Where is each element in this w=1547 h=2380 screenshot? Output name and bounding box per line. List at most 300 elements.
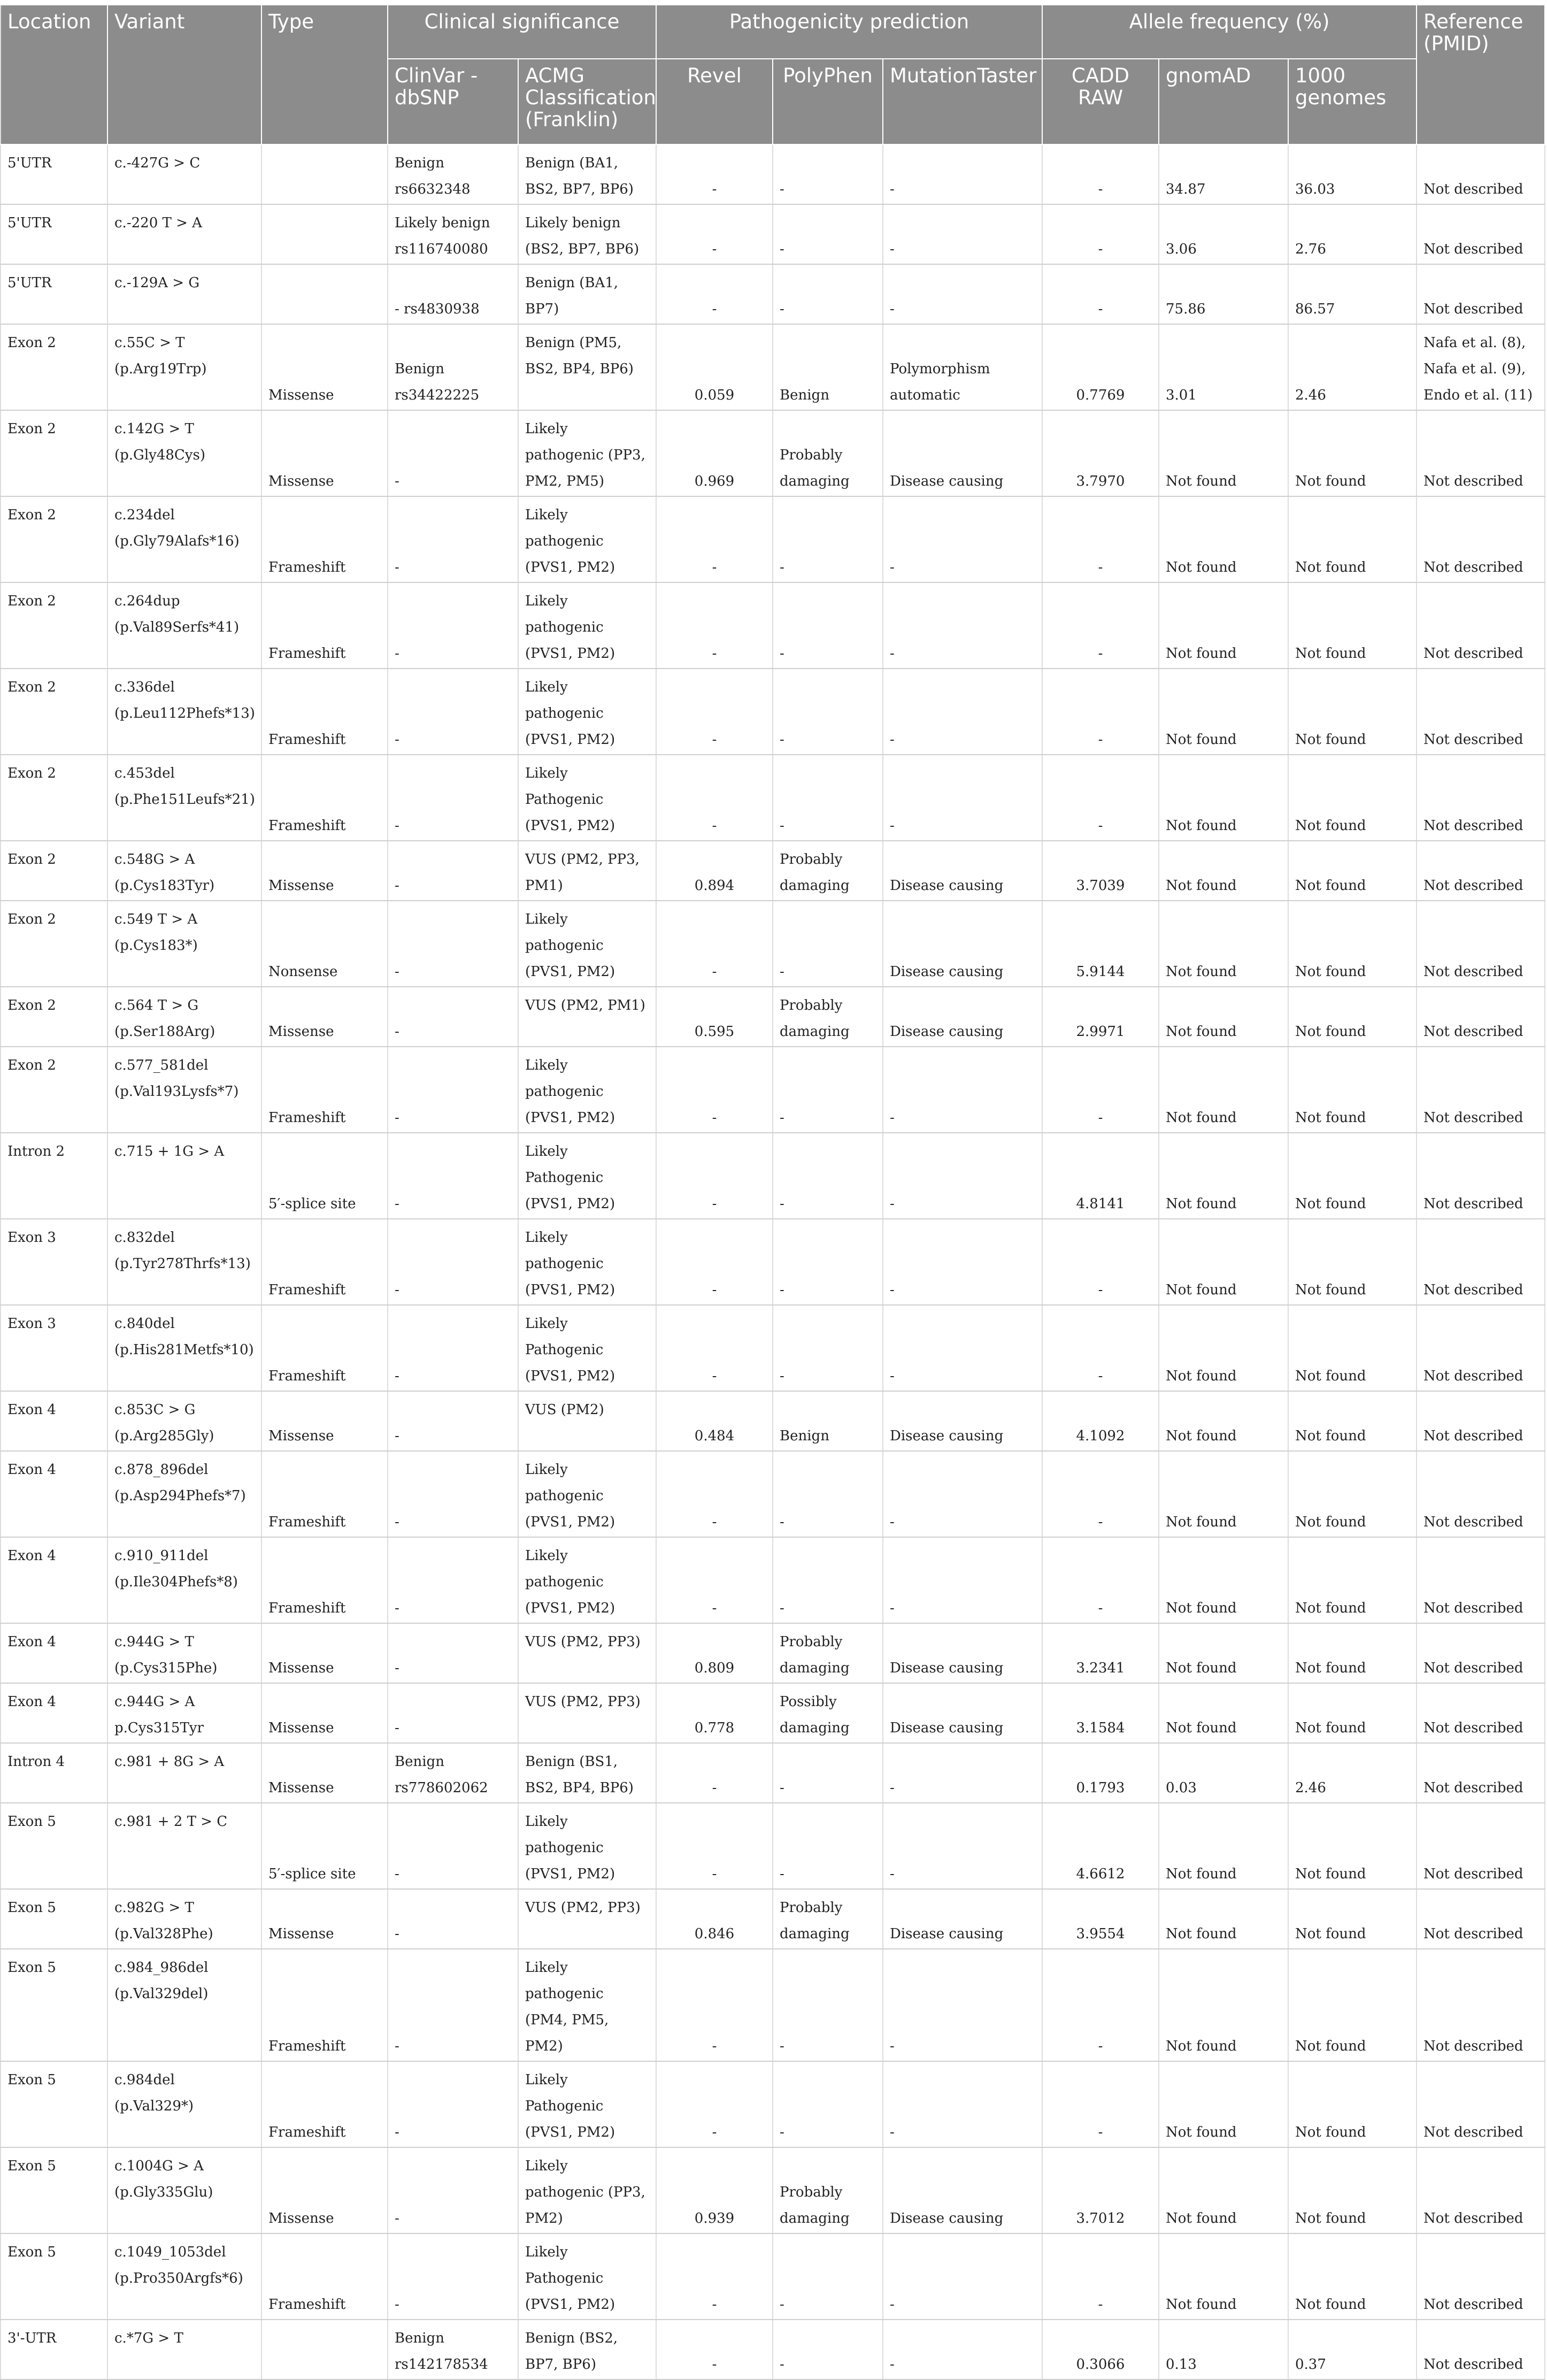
table-row — [1, 2061, 1545, 2147]
cell-variant: c.-220 T > A — [107, 204, 261, 264]
cell-mutationtaster: - — [883, 669, 1042, 755]
cell-type: Missense — [261, 1623, 388, 1683]
cell-location: Intron 4 — [1, 1743, 107, 1803]
cell-gnomad: Not found — [1159, 755, 1288, 841]
cell-gnomad: Not found — [1159, 1949, 1288, 2061]
cell-acmg: VUS (PM2, PM1) — [518, 987, 656, 1047]
cell-1000-genomes: Not found — [1288, 987, 1417, 1047]
cell-gnomad: Not found — [1159, 841, 1288, 901]
cell-cadd: - — [1042, 144, 1159, 204]
cell-revel: 0.939 — [656, 2147, 773, 2233]
cell-clinvar: - — [388, 1047, 518, 1133]
cell-clinvar: - — [388, 1803, 518, 1889]
cell-type: Frameshift — [261, 669, 388, 755]
cell-location: Exon 4 — [1, 1537, 107, 1623]
cell-variant: c.878_896del (p.Asp294Phefs*7) — [107, 1451, 261, 1537]
table-row — [1, 1133, 1545, 1219]
header-reference: Reference (PMID) — [1417, 5, 1545, 144]
cell-polyphen: - — [773, 1803, 883, 1889]
cell-cadd: 4.6612 — [1042, 1803, 1159, 1889]
cell-mutationtaster: Disease causing — [883, 901, 1042, 987]
table-row — [1, 1949, 1545, 2061]
cell-1000-genomes: Not found — [1288, 410, 1417, 496]
cell-reference: Not described — [1417, 1391, 1545, 1451]
cell-cadd: - — [1042, 1305, 1159, 1391]
cell-type: Missense — [261, 1391, 388, 1451]
cell-acmg: Likely pathogenic (PVS1, PM2) — [518, 901, 656, 987]
cell-mutationtaster: - — [883, 1305, 1042, 1391]
cell-type: Missense — [261, 410, 388, 496]
cell-1000-genomes: Not found — [1288, 1451, 1417, 1537]
cell-1000-genomes: Not found — [1288, 1391, 1417, 1451]
cell-acmg: Benign (BS1, BS2, BP4, BP6) — [518, 1743, 656, 1803]
cell-type: Frameshift — [261, 1305, 388, 1391]
cell-mutationtaster: - — [883, 1451, 1042, 1537]
cell-type — [261, 2320, 388, 2379]
cell-gnomad: Not found — [1159, 1305, 1288, 1391]
cell-location: Exon 5 — [1, 2061, 107, 2147]
cell-acmg: Benign (BS2, BP7, BP6) — [518, 2320, 656, 2379]
cell-cadd: 3.7039 — [1042, 841, 1159, 901]
cell-variant: c.853C > G (p.Arg285Gly) — [107, 1391, 261, 1451]
cell-1000-genomes: Not found — [1288, 2061, 1417, 2147]
cell-location: 3'-UTR — [1, 2320, 107, 2379]
cell-clinvar: - — [388, 755, 518, 841]
cell-variant: c.984_986del (p.Val329del) — [107, 1949, 261, 2061]
cell-gnomad: Not found — [1159, 2233, 1288, 2320]
cell-acmg: Likely Pathogenic (PVS1, PM2) — [518, 2233, 656, 2320]
cell-clinvar: - — [388, 1683, 518, 1743]
cell-reference: Not described — [1417, 1305, 1545, 1391]
cell-gnomad: Not found — [1159, 1133, 1288, 1219]
cell-cadd: 0.1793 — [1042, 1743, 1159, 1803]
cell-cadd: 0.3066 — [1042, 2320, 1159, 2379]
cell-reference: Not described — [1417, 1451, 1545, 1537]
cell-1000-genomes: 2.76 — [1288, 204, 1417, 264]
cell-location: Exon 2 — [1, 582, 107, 669]
cell-cadd: - — [1042, 204, 1159, 264]
cell-acmg: VUS (PM2, PP3, PM1) — [518, 841, 656, 901]
cell-polyphen: - — [773, 2061, 883, 2147]
cell-cadd: - — [1042, 264, 1159, 324]
table-row — [1, 841, 1545, 901]
cell-polyphen: - — [773, 204, 883, 264]
cell-reference: Not described — [1417, 901, 1545, 987]
cell-mutationtaster: Disease causing — [883, 2147, 1042, 2233]
table-row — [1, 669, 1545, 755]
table-row — [1, 987, 1545, 1047]
cell-mutationtaster: Disease causing — [883, 1889, 1042, 1949]
cell-acmg: Benign (BA1, BP7) — [518, 264, 656, 324]
cell-type: Frameshift — [261, 2061, 388, 2147]
table-row — [1, 582, 1545, 669]
cell-clinvar: Benign rs778602062 — [388, 1743, 518, 1803]
cell-polyphen: Probably damaging — [773, 841, 883, 901]
cell-revel: - — [656, 2320, 773, 2379]
cell-type: Missense — [261, 987, 388, 1047]
cell-type: Frameshift — [261, 582, 388, 669]
cell-type: Missense — [261, 2147, 388, 2233]
cell-type: Frameshift — [261, 1219, 388, 1305]
cell-mutationtaster: - — [883, 755, 1042, 841]
cell-gnomad: 3.06 — [1159, 204, 1288, 264]
cell-1000-genomes: 0.37 — [1288, 2320, 1417, 2379]
cell-revel: - — [656, 1803, 773, 1889]
cell-reference: Not described — [1417, 1949, 1545, 2061]
cell-location: Intron 2 — [1, 1133, 107, 1219]
cell-acmg: Likely pathogenic (PP3, PM2) — [518, 2147, 656, 2233]
cell-type: Missense — [261, 1889, 388, 1949]
cell-location: Exon 5 — [1, 1889, 107, 1949]
cell-mutationtaster: - — [883, 1537, 1042, 1623]
cell-mutationtaster: - — [883, 2233, 1042, 2320]
cell-reference: Not described — [1417, 1623, 1545, 1683]
cell-1000-genomes: Not found — [1288, 1133, 1417, 1219]
cell-1000-genomes: Not found — [1288, 1889, 1417, 1949]
cell-polyphen: - — [773, 496, 883, 582]
cell-reference: Not described — [1417, 1537, 1545, 1623]
cell-variant: c.944G > T (p.Cys315Phe) — [107, 1623, 261, 1683]
cell-revel: - — [656, 2233, 773, 2320]
cell-acmg: Likely pathogenic (PVS1, PM2) — [518, 582, 656, 669]
header-polyphen: PolyPhen — [773, 59, 883, 144]
cell-location: Exon 2 — [1, 410, 107, 496]
cell-acmg: Likely Pathogenic (PVS1, PM2) — [518, 2061, 656, 2147]
cell-1000-genomes: Not found — [1288, 1683, 1417, 1743]
header-allele-frequency: Allele frequency (%) — [1042, 5, 1417, 59]
cell-mutationtaster: - — [883, 2320, 1042, 2379]
cell-cadd: 4.8141 — [1042, 1133, 1159, 1219]
cell-type: Missense — [261, 1683, 388, 1743]
cell-1000-genomes: Not found — [1288, 582, 1417, 669]
cell-reference: Not described — [1417, 264, 1545, 324]
cell-variant: c.981 + 2 T > C — [107, 1803, 261, 1889]
cell-clinvar: - — [388, 1889, 518, 1949]
table-row — [1, 2147, 1545, 2233]
cell-type: Missense — [261, 841, 388, 901]
cell-mutationtaster: - — [883, 1133, 1042, 1219]
cell-1000-genomes: Not found — [1288, 1219, 1417, 1305]
table-row — [1, 1889, 1545, 1949]
cell-reference: Not described — [1417, 1889, 1545, 1949]
cell-1000-genomes: Not found — [1288, 1949, 1417, 2061]
cell-clinvar: Benign rs6632348 — [388, 144, 518, 204]
cell-reference: Not described — [1417, 144, 1545, 204]
cell-mutationtaster: Disease causing — [883, 987, 1042, 1047]
cell-type: Frameshift — [261, 1949, 388, 2061]
table-row — [1, 264, 1545, 324]
cell-1000-genomes: Not found — [1288, 1537, 1417, 1623]
cell-acmg: Likely pathogenic (PVS1, PM2) — [518, 496, 656, 582]
cell-clinvar: - — [388, 987, 518, 1047]
cell-acmg: Likely Pathogenic (PVS1, PM2) — [518, 1133, 656, 1219]
cell-variant: c.549 T > A (p.Cys183*) — [107, 901, 261, 987]
cell-cadd: 3.2341 — [1042, 1623, 1159, 1683]
cell-gnomad: Not found — [1159, 1451, 1288, 1537]
cell-acmg: Benign (PM5, BS2, BP4, BP6) — [518, 324, 656, 410]
cell-location: 5'UTR — [1, 144, 107, 204]
cell-type: Frameshift — [261, 755, 388, 841]
cell-revel: - — [656, 1219, 773, 1305]
cell-acmg: VUS (PM2) — [518, 1391, 656, 1451]
cell-cadd: - — [1042, 2233, 1159, 2320]
cell-clinvar: - — [388, 582, 518, 669]
cell-revel: - — [656, 264, 773, 324]
cell-variant: c.453del (p.Phe151Leufs*21) — [107, 755, 261, 841]
cell-revel: - — [656, 1451, 773, 1537]
cell-cadd: - — [1042, 1949, 1159, 2061]
cell-variant: c.910_911del (p.Ile304Phefs*8) — [107, 1537, 261, 1623]
cell-variant: c.984del (p.Val329*) — [107, 2061, 261, 2147]
cell-variant: c.-129A > G — [107, 264, 261, 324]
cell-clinvar: - — [388, 2147, 518, 2233]
cell-cadd: 0.7769 — [1042, 324, 1159, 410]
cell-polyphen: - — [773, 669, 883, 755]
cell-reference: Not described — [1417, 669, 1545, 755]
cell-polyphen: Probably damaging — [773, 987, 883, 1047]
header-mutationtaster: MutationTaster — [883, 59, 1042, 144]
cell-revel: - — [656, 144, 773, 204]
cell-revel: 0.809 — [656, 1623, 773, 1683]
cell-clinvar: - — [388, 2061, 518, 2147]
cell-reference: Not described — [1417, 1683, 1545, 1743]
cell-gnomad: Not found — [1159, 1537, 1288, 1623]
cell-gnomad: Not found — [1159, 582, 1288, 669]
cell-mutationtaster: - — [883, 1743, 1042, 1803]
cell-reference: Not described — [1417, 1803, 1545, 1889]
cell-polyphen: - — [773, 1451, 883, 1537]
cell-clinvar: - — [388, 1219, 518, 1305]
cell-acmg: VUS (PM2, PP3) — [518, 1889, 656, 1949]
cell-location: Exon 2 — [1, 987, 107, 1047]
cell-gnomad: Not found — [1159, 1889, 1288, 1949]
cell-polyphen: - — [773, 2233, 883, 2320]
table-row — [1, 410, 1545, 496]
cell-type: Frameshift — [261, 1047, 388, 1133]
table-row — [1, 1683, 1545, 1743]
cell-variant: c.264dup (p.Val89Serfs*41) — [107, 582, 261, 669]
cell-1000-genomes: Not found — [1288, 755, 1417, 841]
cell-location: Exon 2 — [1, 841, 107, 901]
cell-mutationtaster: Disease causing — [883, 1391, 1042, 1451]
cell-variant: c.*7G > T — [107, 2320, 261, 2379]
cell-variant: c.234del (p.Gly79Alafs*16) — [107, 496, 261, 582]
cell-1000-genomes: 36.03 — [1288, 144, 1417, 204]
cell-variant: c.142G > T (p.Gly48Cys) — [107, 410, 261, 496]
cell-gnomad: Not found — [1159, 496, 1288, 582]
cell-polyphen: Benign — [773, 1391, 883, 1451]
table-body — [1, 144, 1545, 2379]
cell-1000-genomes: 2.46 — [1288, 1743, 1417, 1803]
cell-mutationtaster: - — [883, 1219, 1042, 1305]
cell-gnomad: Not found — [1159, 1623, 1288, 1683]
cell-variant: c.336del (p.Leu112Phefs*13) — [107, 669, 261, 755]
table-row — [1, 1451, 1545, 1537]
cell-variant: c.-427G > C — [107, 144, 261, 204]
cell-acmg: VUS (PM2, PP3) — [518, 1683, 656, 1743]
cell-gnomad: Not found — [1159, 2147, 1288, 2233]
table-row — [1, 755, 1545, 841]
cell-1000-genomes: Not found — [1288, 901, 1417, 987]
cell-revel: - — [656, 496, 773, 582]
cell-1000-genomes: Not found — [1288, 1623, 1417, 1683]
cell-location: Exon 2 — [1, 496, 107, 582]
header-gnomad: gnomAD — [1159, 59, 1288, 144]
cell-revel: - — [656, 901, 773, 987]
table-row — [1, 1743, 1545, 1803]
cell-reference: Not described — [1417, 2147, 1545, 2233]
table-row — [1, 1047, 1545, 1133]
cell-variant: c.944G > A p.Cys315Tyr — [107, 1683, 261, 1743]
cell-revel: 0.969 — [656, 410, 773, 496]
cell-polyphen: - — [773, 755, 883, 841]
cell-polyphen: - — [773, 1133, 883, 1219]
cell-type: Nonsense — [261, 901, 388, 987]
cell-polyphen: - — [773, 144, 883, 204]
cell-reference: Nafa et al. (8), Nafa et al. (9), Endo et al. (11) — [1417, 324, 1545, 410]
cell-reference: Not described — [1417, 1133, 1545, 1219]
table-row — [1, 1391, 1545, 1451]
cell-acmg: Likely Pathogenic (PVS1, PM2) — [518, 755, 656, 841]
cell-polyphen: Probably damaging — [773, 1889, 883, 1949]
cell-reference: Not described — [1417, 2320, 1545, 2379]
cell-reference: Not described — [1417, 987, 1545, 1047]
cell-variant: c.1004G > A (p.Gly335Glu) — [107, 2147, 261, 2233]
cell-revel: - — [656, 582, 773, 669]
cell-polyphen: - — [773, 582, 883, 669]
table-row — [1, 324, 1545, 410]
cell-polyphen: - — [773, 1537, 883, 1623]
cell-mutationtaster: - — [883, 496, 1042, 582]
cell-location: Exon 4 — [1, 1683, 107, 1743]
cell-variant: c.840del (p.His281Metfs*10) — [107, 1305, 261, 1391]
table-row — [1, 2233, 1545, 2320]
cell-type: Missense — [261, 324, 388, 410]
cell-clinvar: Benign rs142178534 — [388, 2320, 518, 2379]
cell-acmg: Likely pathogenic (PVS1, PM2) — [518, 1219, 656, 1305]
cell-mutationtaster: - — [883, 582, 1042, 669]
cell-variant: c.548G > A (p.Cys183Tyr) — [107, 841, 261, 901]
cell-type: Frameshift — [261, 1537, 388, 1623]
cell-type: 5′-splice site — [261, 1803, 388, 1889]
cell-variant: c.55C > T (p.Arg19Trp) — [107, 324, 261, 410]
cell-clinvar: - — [388, 1537, 518, 1623]
cell-cadd: - — [1042, 1047, 1159, 1133]
cell-gnomad: Not found — [1159, 1219, 1288, 1305]
cell-type: Frameshift — [261, 1451, 388, 1537]
cell-revel: - — [656, 669, 773, 755]
cell-reference: Not described — [1417, 1743, 1545, 1803]
variants-table — [0, 5, 1545, 2380]
cell-mutationtaster: - — [883, 144, 1042, 204]
cell-polyphen: - — [773, 1219, 883, 1305]
table-row — [1, 204, 1545, 264]
cell-type — [261, 264, 388, 324]
cell-clinvar: - — [388, 2233, 518, 2320]
cell-location: 5'UTR — [1, 204, 107, 264]
table-row — [1, 1623, 1545, 1683]
cell-variant: c.981 + 8G > A — [107, 1743, 261, 1803]
cell-acmg: Likely benign (BS2, BP7, BP6) — [518, 204, 656, 264]
cell-cadd: - — [1042, 496, 1159, 582]
cell-reference: Not described — [1417, 755, 1545, 841]
cell-reference: Not described — [1417, 1219, 1545, 1305]
cell-1000-genomes: Not found — [1288, 496, 1417, 582]
cell-gnomad: Not found — [1159, 669, 1288, 755]
cell-1000-genomes: Not found — [1288, 1803, 1417, 1889]
cell-gnomad: Not found — [1159, 1391, 1288, 1451]
cell-revel: - — [656, 1537, 773, 1623]
cell-mutationtaster: Disease causing — [883, 841, 1042, 901]
cell-variant: c.564 T > G (p.Ser188Arg) — [107, 987, 261, 1047]
cell-acmg: Benign (BA1, BS2, BP7, BP6) — [518, 144, 656, 204]
cell-cadd: - — [1042, 1451, 1159, 1537]
cell-clinvar: Benign rs34422225 — [388, 324, 518, 410]
table-header — [1, 5, 1545, 144]
cell-variant: c.715 + 1G > A — [107, 1133, 261, 1219]
cell-gnomad: 34.87 — [1159, 144, 1288, 204]
cell-1000-genomes: Not found — [1288, 841, 1417, 901]
cell-cadd: - — [1042, 582, 1159, 669]
cell-revel: 0.894 — [656, 841, 773, 901]
cell-revel: - — [656, 204, 773, 264]
cell-revel: 0.059 — [656, 324, 773, 410]
cell-gnomad: 75.86 — [1159, 264, 1288, 324]
cell-polyphen: - — [773, 2320, 883, 2379]
table-row — [1, 496, 1545, 582]
header-variant: Variant — [107, 5, 261, 144]
cell-polyphen: - — [773, 1949, 883, 2061]
cell-type — [261, 144, 388, 204]
table-row — [1, 1803, 1545, 1889]
cell-polyphen: - — [773, 1743, 883, 1803]
header-location: Location — [1, 5, 107, 144]
cell-revel: - — [656, 755, 773, 841]
cell-clinvar: - — [388, 1451, 518, 1537]
cell-clinvar: - — [388, 1949, 518, 2061]
table-row — [1, 901, 1545, 987]
table-row — [1, 1305, 1545, 1391]
cell-polyphen: Probably damaging — [773, 2147, 883, 2233]
cell-gnomad: Not found — [1159, 1683, 1288, 1743]
cell-polyphen: Probably damaging — [773, 410, 883, 496]
cell-clinvar: Likely benign rs116740080 — [388, 204, 518, 264]
cell-reference: Not described — [1417, 1047, 1545, 1133]
cell-polyphen: Benign — [773, 324, 883, 410]
cell-1000-genomes: Not found — [1288, 1047, 1417, 1133]
cell-cadd: 3.1584 — [1042, 1683, 1159, 1743]
header-clinvar: ClinVar - dbSNP — [388, 59, 518, 144]
header-revel: Revel — [656, 59, 773, 144]
cell-cadd: - — [1042, 1537, 1159, 1623]
cell-mutationtaster: Disease causing — [883, 1623, 1042, 1683]
cell-acmg: Likely pathogenic (PVS1, PM2) — [518, 669, 656, 755]
cell-clinvar: - rs4830938 — [388, 264, 518, 324]
cell-acmg: VUS (PM2, PP3) — [518, 1623, 656, 1683]
cell-clinvar: - — [388, 1623, 518, 1683]
cell-cadd: 4.1092 — [1042, 1391, 1159, 1451]
cell-location: Exon 4 — [1, 1391, 107, 1451]
cell-1000-genomes: Not found — [1288, 669, 1417, 755]
cell-clinvar: - — [388, 1391, 518, 1451]
cell-acmg: Likely pathogenic (PM4, PM5, PM2) — [518, 1949, 656, 2061]
cell-type: 5′-splice site — [261, 1133, 388, 1219]
cell-location: Exon 2 — [1, 901, 107, 987]
cell-gnomad: 0.03 — [1159, 1743, 1288, 1803]
cell-cadd: - — [1042, 669, 1159, 755]
cell-1000-genomes: 86.57 — [1288, 264, 1417, 324]
cell-location: Exon 5 — [1, 2147, 107, 2233]
